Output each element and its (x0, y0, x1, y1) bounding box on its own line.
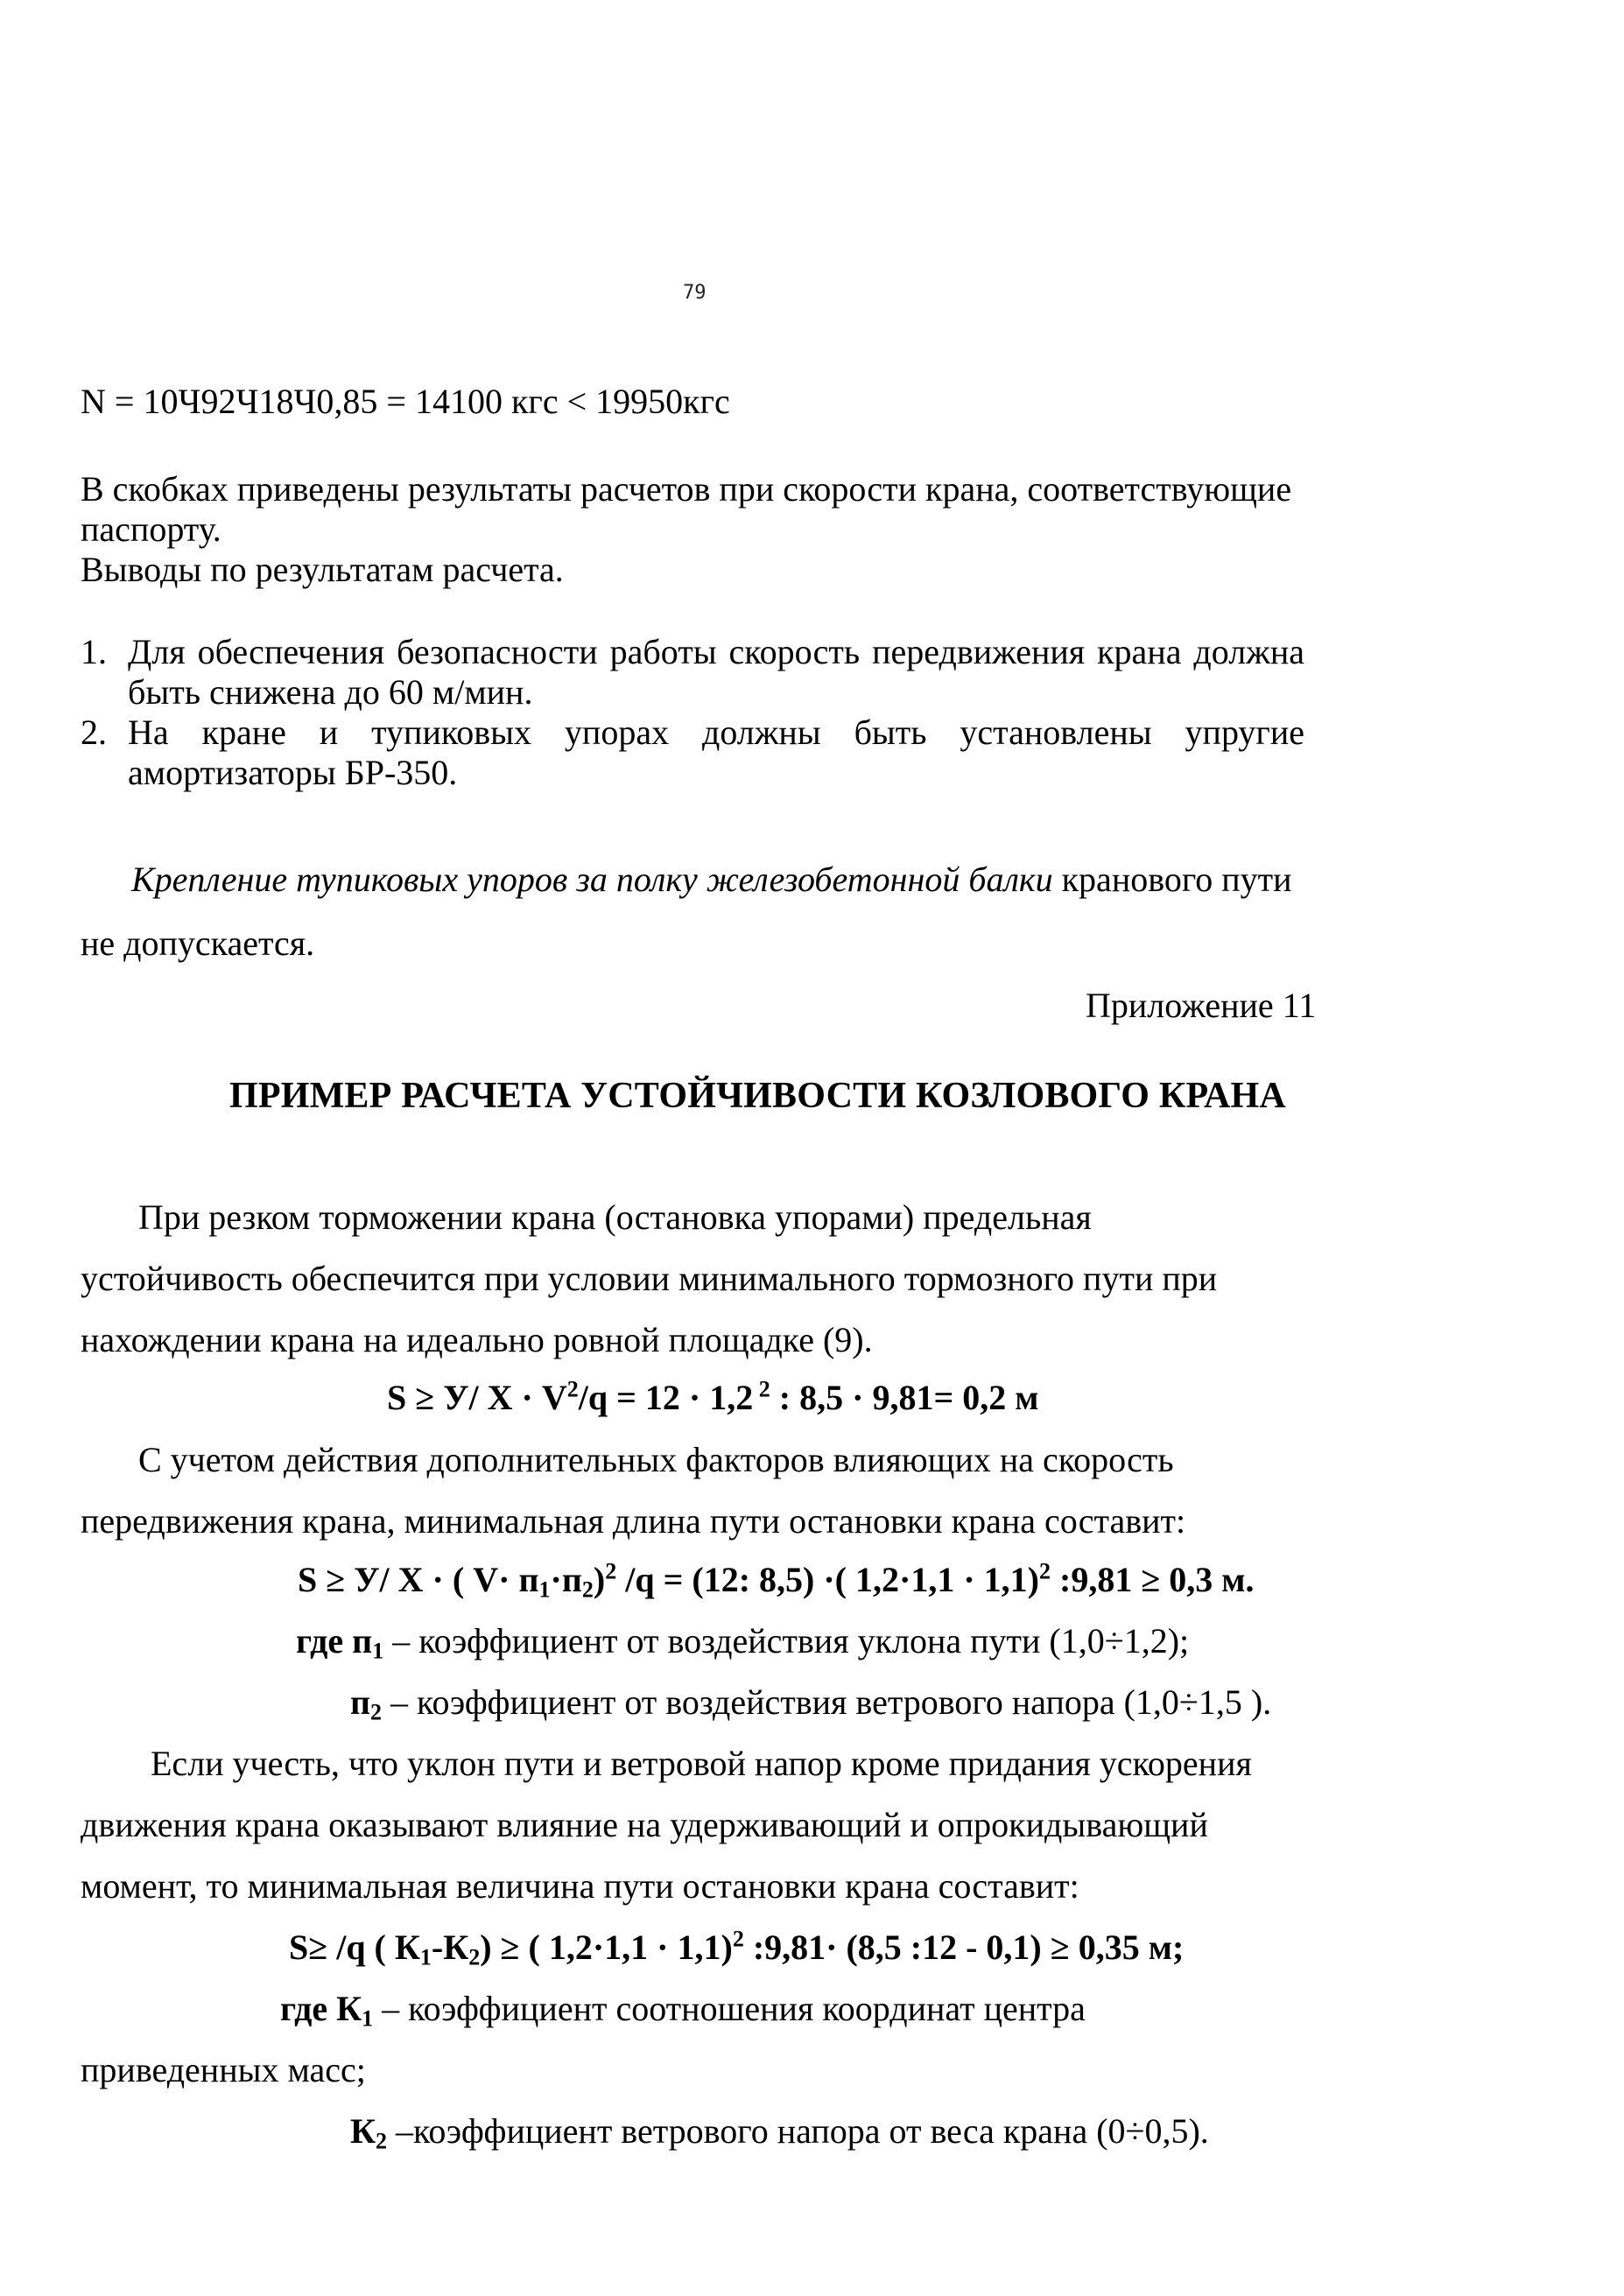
para3-line-3: момент, то минимальная величина пути остановки крана составит: (81, 1866, 1079, 1906)
para1-line-3: нахождении крана на идеально ровной площадке (9). (81, 1320, 873, 1359)
warning-italic: Крепление тупиковых упоров за полку железобетонной балки (131, 860, 1053, 899)
formula-2-sub-2: 2 (581, 1576, 594, 1603)
section-heading: ПРИМЕР РАСЧЕТА УСТОЙЧИВОСТИ КОЗЛОВОГО КРАНА (229, 1076, 1286, 1116)
formula-3-exponent-1: 2 (732, 1926, 744, 1952)
formula-3-part-a: S≥ /q ( К (289, 1927, 420, 1967)
definition-k2-text: –коэффициент ветрового напора от веса крана (0÷0,5). (387, 2111, 1209, 2151)
formula-3-sub-1: 1 (419, 1944, 432, 1970)
list-item-2-line-1: На кране и тупиковых упорах должны быть установлены упругие (128, 713, 1304, 752)
formula-3-part-b: -К (431, 1927, 469, 1967)
formula-2-exponent-2: 2 (1039, 1558, 1051, 1584)
formula-3-sub-2: 2 (468, 1944, 481, 1970)
list-number-2: 2. (81, 713, 107, 752)
para3-line-1: Если учесть, что уклон пути и ветровой напор кроме придания ускорения (151, 1744, 1252, 1783)
formula-1-part-a: S ≥ У/ Х · V (387, 1378, 567, 1417)
formula-2-part-a: S ≥ У/ Х · ( V· п (298, 1560, 539, 1599)
formula-2-sub-1: 1 (538, 1576, 551, 1603)
list-item-2-line-2: амортизаторы БР-350. (128, 753, 458, 792)
warning-line-2: не допускается. (81, 923, 315, 963)
para1-line-1: При резком торможении крана (остановка упорами) предельная (138, 1197, 1092, 1237)
para2-line-1: С учетом действия дополнительных факторов влияющих на скорость (138, 1440, 1174, 1479)
definition-k1-label: где К (280, 1989, 362, 2028)
formula-1-part-b: /q = 12 · 1,2 (578, 1378, 754, 1417)
para1-line-2: устойчивость обеспечится при условии минимального тормозного пути при (81, 1259, 1218, 1298)
note-line-1: В скобках приведены результаты расчетов при скорости крана, соответствующие (81, 469, 1292, 509)
formula-1-part-c: : 8,5 · 9,81= 0,2 м (770, 1378, 1039, 1417)
definition-k2 (350, 2111, 1209, 2152)
definition-n1 (296, 1621, 1190, 1664)
definition-n1-sub: 1 (372, 1638, 384, 1664)
definition-n2-sub: 2 (370, 1699, 383, 1725)
appendix-label: Приложение 11 (1086, 986, 1317, 1025)
definition-k1 (280, 1989, 1086, 2032)
formula-2-part-b: ·п (550, 1560, 582, 1599)
note-line-2: паспорту. (81, 509, 221, 549)
warning-line-1 (131, 860, 1292, 900)
definition-n2-label: п (350, 1682, 371, 1722)
list-item-1-line-1: Для обеспечения безопасности работы скорость передвижения крана должна (128, 632, 1304, 671)
definition-n1-text: – коэффициент от воздействия уклона пути (1,0÷1,2); (383, 1621, 1190, 1661)
definition-k2-label: К (350, 2111, 376, 2151)
formula-2-part-e: :9,81 ≥ 0,3 м. (1051, 1560, 1255, 1599)
definition-k1-sub: 1 (362, 2005, 374, 2032)
definition-k1-line-2: приведенных масс; (81, 2050, 366, 2089)
formula-3-part-c: ) ≥ ( 1,2·1,1 · 1,1) (480, 1927, 733, 1967)
formula-1-exponent-2: 2 (753, 1376, 770, 1402)
definition-n2 (350, 1682, 1271, 1723)
formula-1 (387, 1378, 1038, 1418)
formula-3-part-d: :9,81· (8,5 :12 - 0,1) ≥ 0,35 м; (743, 1927, 1185, 1967)
formula-3 (289, 1927, 1184, 1968)
definition-n1-label: где п (296, 1621, 373, 1661)
formula-1-exponent-1: 2 (566, 1376, 579, 1402)
formula-2 (298, 1558, 1255, 1603)
list-number-1: 1. (81, 632, 107, 671)
list-item-1-line-2: быть снижена до 60 м/мин. (128, 672, 533, 712)
warning-regular: кранового пути (1061, 860, 1292, 899)
para3-line-2: движения крана оказывают влияние на удерживающий и опрокидывающий (81, 1805, 1208, 1844)
page-number: 79 (683, 282, 707, 304)
formula-n: N = 10Ч92Ч18Ч0,85 = 14100 кгс < 19950кгс (81, 382, 730, 421)
definition-k1-text: – коэффициент соотношения координат центра (373, 1989, 1086, 2028)
note-line-3: Выводы по результатам расчета. (81, 550, 564, 589)
formula-2-part-c: ) (593, 1560, 606, 1599)
definition-k2-sub: 2 (376, 2128, 388, 2154)
formula-2-exponent-1: 2 (605, 1558, 617, 1584)
definition-n2-text: – коэффициент от воздействия ветрового напора (1,0÷1,5 ). (382, 1682, 1272, 1722)
formula-2-part-d: /q = (12: 8,5) ·( 1,2·1,1 · 1,1) (616, 1560, 1039, 1599)
para2-line-2: передвижения крана, минимальная длина пути остановки крана составит: (81, 1501, 1186, 1541)
